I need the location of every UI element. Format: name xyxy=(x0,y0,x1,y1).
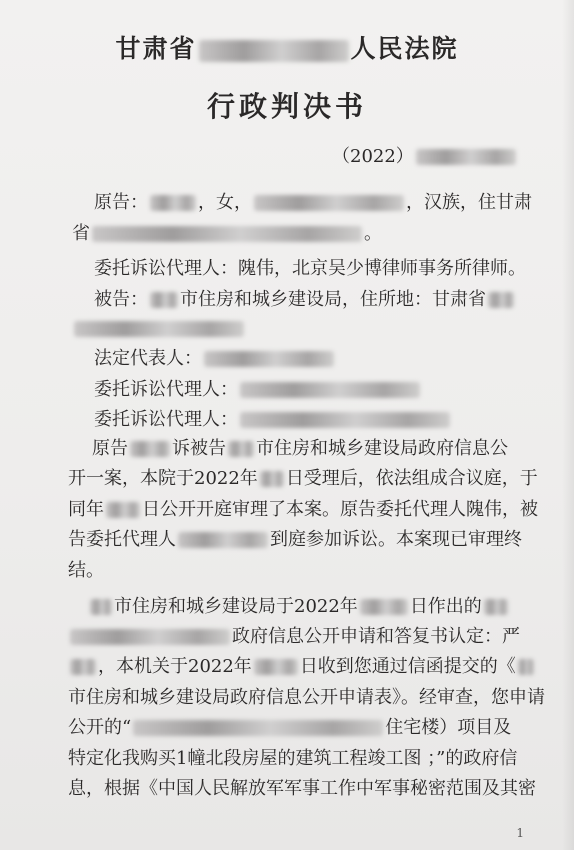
redacted-legal-representative xyxy=(204,351,334,367)
redacted-defendant-agents xyxy=(178,532,268,548)
redacted-plaintiff-name xyxy=(150,195,196,211)
text-fragment: 日作出的 xyxy=(409,596,482,617)
redacted-name xyxy=(70,659,96,675)
case-intro-line-2 xyxy=(68,465,574,493)
plaintiff-address-line xyxy=(72,220,574,248)
defendant-label: 被告： xyxy=(94,289,148,310)
document-title: 行政判决书 xyxy=(206,90,367,123)
redacted-city xyxy=(518,659,534,675)
text-fragment: 市住房和城乡建设局政府信息公 xyxy=(256,438,508,459)
text-fragment: 住宅楼）项目及 xyxy=(385,717,512,738)
redacted-court-location xyxy=(199,40,349,62)
redacted-doc-number xyxy=(70,629,230,645)
redacted-defendant-address-cont xyxy=(74,321,244,337)
plaintiff-gender: ，女， xyxy=(198,192,252,213)
text-fragment: 日受理后，依法组成合议庭，于 xyxy=(285,468,538,489)
defendant-line xyxy=(94,286,574,314)
plaintiff-address-end: 。 xyxy=(364,223,382,244)
facts-line-2 xyxy=(68,623,574,651)
case-intro-line-3 xyxy=(68,496,574,524)
redacted-date xyxy=(360,599,408,615)
plaintiff-address-prefix: 省 xyxy=(72,223,90,244)
defendant-agent-label-1: 委托诉讼代理人： xyxy=(94,379,238,400)
redacted-case-number xyxy=(416,149,516,165)
redacted-defendant-address xyxy=(488,292,514,308)
redacted-defendant-city xyxy=(150,292,178,308)
defendant-agent-label-2: 委托诉讼代理人： xyxy=(94,409,238,430)
defendant-agent-line-1 xyxy=(94,376,574,404)
court-name-suffix: 人民法院 xyxy=(350,34,459,63)
plaintiff-ethnicity: ，汉族，住甘肃 xyxy=(406,192,532,213)
page-number: 1 xyxy=(516,826,524,840)
facts-line-4: 市住房和城乡建设局政府信息公开申请表》。经审查，您申请 xyxy=(68,687,545,708)
redacted-defendant-agent-1 xyxy=(240,382,420,398)
redacted-city xyxy=(90,599,112,615)
text-fragment: 日收到您通过信函提交的《 xyxy=(299,656,516,677)
facts-line-5 xyxy=(68,714,574,742)
text-fragment: ，本机关于2022年 xyxy=(98,656,252,677)
redacted-doc-ref xyxy=(484,599,508,615)
text-fragment: 诉被告 xyxy=(172,438,226,459)
case-intro-line-5: 结。 xyxy=(68,560,104,581)
facts-line-3 xyxy=(68,653,574,681)
text-fragment: 到庭参加诉讼。本案现已审理终 xyxy=(270,529,522,550)
court-name-heading xyxy=(0,32,574,66)
text-fragment: 同年 xyxy=(68,499,104,520)
text-fragment: 原告 xyxy=(92,438,128,459)
facts-line-1 xyxy=(88,593,574,621)
court-name-prefix: 甘肃省 xyxy=(115,34,197,63)
case-number-year: （2022） xyxy=(332,146,414,167)
facts-line-6: 特定化我购买1幢北段房屋的建筑工程竣工图 ；”的政府信 xyxy=(68,748,518,769)
plaintiff-agent-line: 委托诉讼代理人：隗伟，北京吴少博律师事务所律师。 xyxy=(94,258,526,279)
redacted-date xyxy=(106,502,140,518)
redacted-project-name xyxy=(133,720,383,736)
case-intro-line-4 xyxy=(68,526,574,554)
plaintiff-label: 原告： xyxy=(94,192,148,213)
redacted-plaintiff-id xyxy=(254,195,404,211)
text-fragment: 公开的“ xyxy=(68,717,132,738)
redacted-city xyxy=(228,441,254,457)
redacted-plaintiff xyxy=(130,441,170,457)
text-fragment: 市住房和城乡建设局于2022年 xyxy=(114,596,358,617)
redacted-defendant-agent-2 xyxy=(240,412,450,428)
text-fragment: 政府信息公开申请和答复书认定：严 xyxy=(232,626,520,647)
legal-representative-label: 法定代表人： xyxy=(94,348,202,369)
defendant-address-text: 市住房和城乡建设局，住所地：甘肃省 xyxy=(180,289,486,310)
facts-line-7: 息，根据《中国人民解放军军事工作中军事秘密范围及其密 xyxy=(68,778,536,799)
text-fragment: 告委托代理人 xyxy=(68,529,176,550)
plaintiff-line xyxy=(94,189,574,217)
redacted-plaintiff-address xyxy=(92,226,362,242)
defendant-address-line xyxy=(72,315,574,343)
redacted-date xyxy=(254,659,298,675)
defendant-agent-line-2 xyxy=(94,406,574,434)
legal-representative-line xyxy=(94,345,574,373)
redacted-date xyxy=(260,471,284,487)
text-fragment: 开一案，本院于2022年 xyxy=(68,468,258,489)
text-fragment: 日公开开庭审理了本案。原告委托代理人隗伟，被 xyxy=(142,499,538,520)
case-intro-line-1 xyxy=(92,435,574,463)
page-edge-shadow xyxy=(562,0,574,850)
case-number xyxy=(332,143,574,171)
